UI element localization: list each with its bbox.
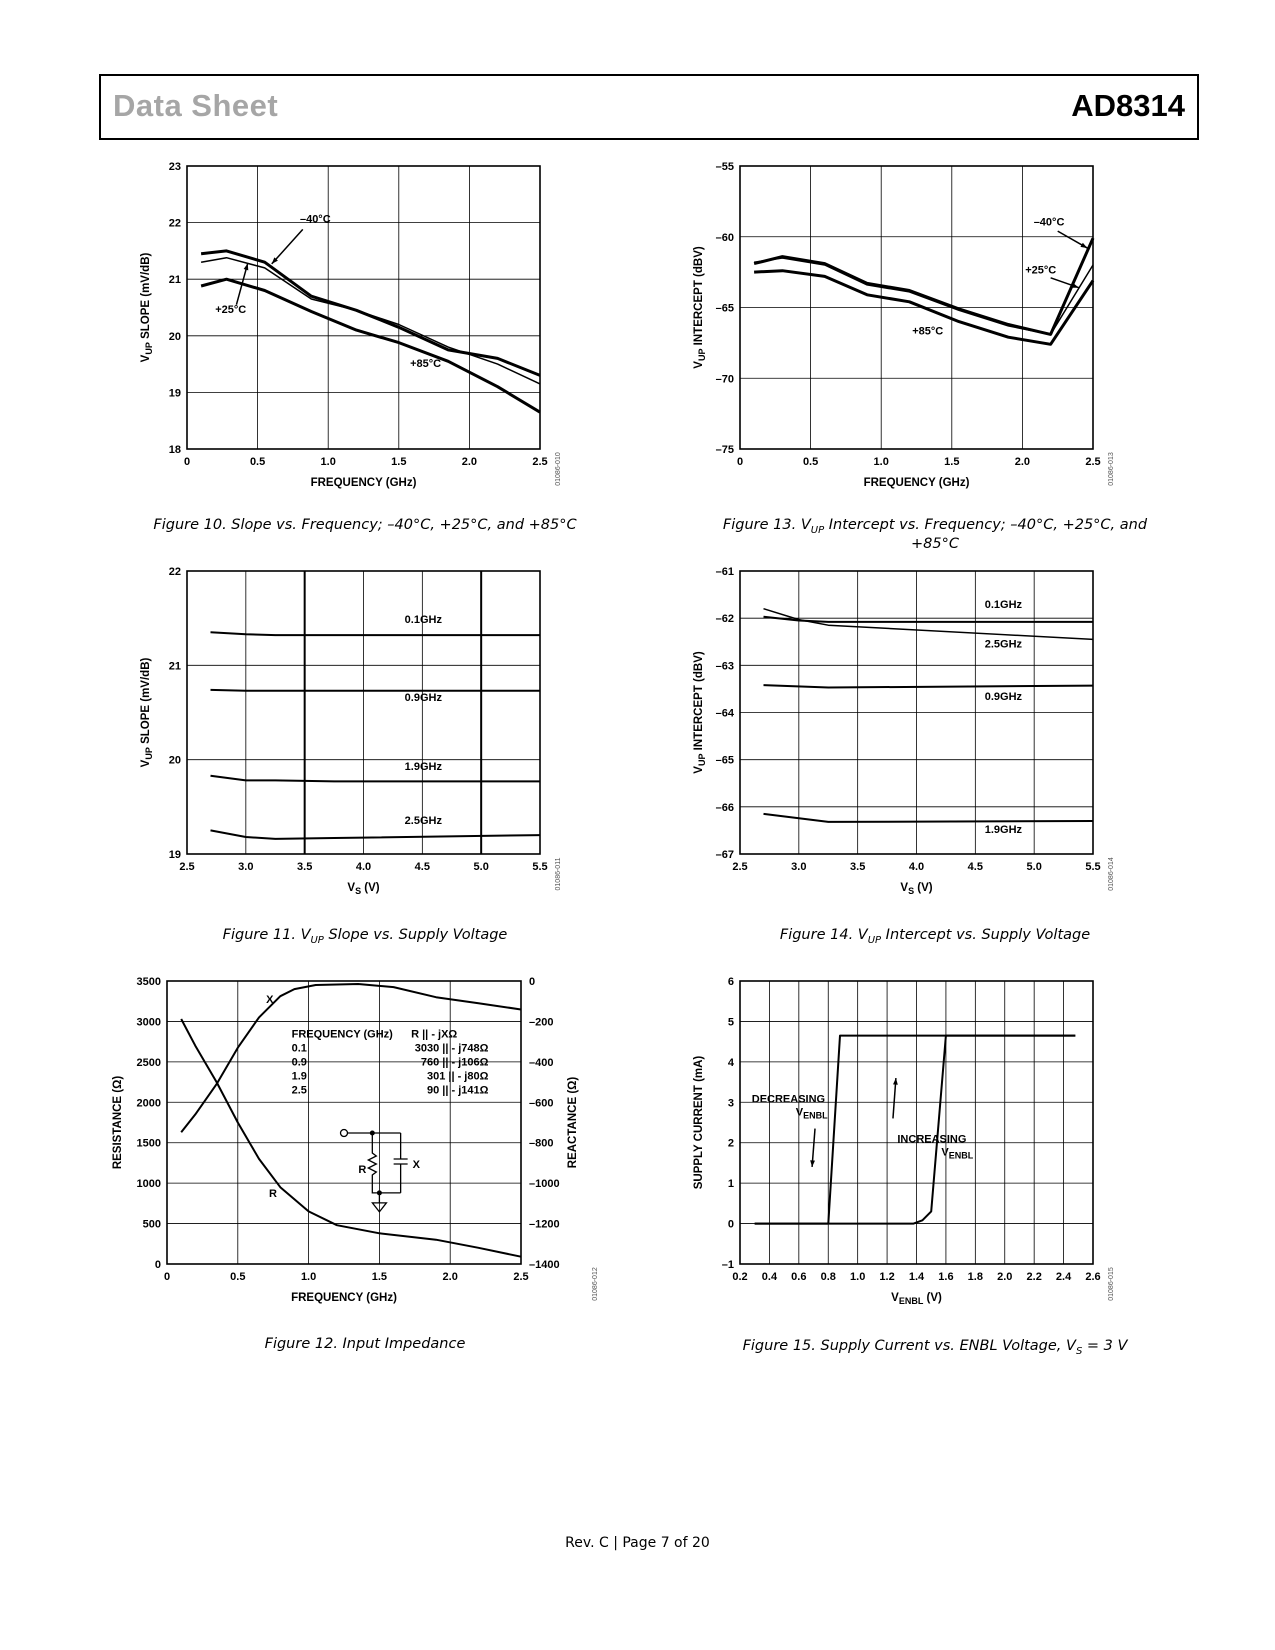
- caption-fig14-rest: Intercept vs. Supply Voltage: [881, 927, 1091, 943]
- fig15-annotation: DECREASING $V_{ENBL}$: [751, 1093, 828, 1121]
- legend-table-impedance: 90 || - j141Ω: [426, 1084, 489, 1097]
- caption-fig11-rest: Slope vs. Supply Voltage: [323, 927, 508, 943]
- fig10-annotation: +85°C: [410, 357, 442, 370]
- fig15-xtick-label: 0.8: [820, 1271, 836, 1283]
- caption-fig15-rest: = 3 V: [1082, 1338, 1128, 1354]
- fig15-xtick-label: 2.4: [1055, 1271, 1072, 1283]
- fig13-ylabel: $V_{UP}$ INTERCEPT (dBV): [693, 246, 707, 369]
- fig13-xtick-label: 0: [736, 456, 744, 468]
- fig15-ytick-label: 3: [727, 1097, 734, 1110]
- fig13-xtick-label: 1.0: [873, 456, 889, 468]
- fig10-ylabel: $V_{UP}$ SLOPE (mV/dB): [140, 252, 154, 363]
- caption-fig11-prefix: Figure 11. V: [222, 927, 311, 943]
- fig12-ytick-right-label: –1200: [529, 1218, 560, 1231]
- caption-fig11: [130, 927, 600, 946]
- fig15-ylabel: SUPPLY CURRENT (mA): [693, 1055, 705, 1190]
- caption-fig15: [700, 1338, 1170, 1357]
- fig11-xtick-label: 3.0: [238, 861, 254, 873]
- fig15-series-line: [755, 1036, 1076, 1224]
- fig12-ytick-label: 3000: [136, 1016, 161, 1029]
- caption-fig13-prefix: Figure 13. V: [722, 517, 811, 533]
- fig11-ytick-label: 20: [168, 754, 181, 767]
- fig11-xtick-label: 5.0: [473, 861, 489, 873]
- fig13-ytick-label: –60: [715, 231, 734, 244]
- fig13-ytick-label: –65: [715, 302, 734, 315]
- caption-fig14-prefix: Figure 14. V: [779, 927, 868, 943]
- fig13-annotation: –40°C: [1033, 216, 1065, 229]
- chart-fig15-svg: [693, 975, 1170, 1330]
- fig10-annotation: –40°C: [299, 213, 331, 226]
- fig11-ytick-label: 22: [168, 566, 181, 578]
- fig15-xtick-label: 0.2: [732, 1271, 748, 1283]
- fig13-series-line: [754, 238, 1093, 334]
- fig12-ytick-right-label: –600: [529, 1097, 554, 1110]
- fig11-xtick-label: 3.5: [297, 861, 313, 873]
- fig11-annotation: 0.9GHz: [404, 692, 442, 705]
- fig12-ytick-label: 2000: [136, 1097, 161, 1110]
- fig15-xtick-label: 2.2: [1026, 1271, 1042, 1283]
- fig14-ytick-label: –65: [715, 754, 734, 767]
- fig12-ytick-label: 3500: [136, 976, 161, 988]
- fig13-ytick-label: –70: [715, 373, 734, 386]
- chart-fig11-svg: [130, 565, 600, 920]
- fig15-ytick-label: 1: [727, 1178, 734, 1191]
- fig12-ytick-right-label: –1400: [529, 1259, 560, 1271]
- chart-fig12: [105, 975, 625, 1330]
- fig12-xtick-label: 0: [163, 1271, 171, 1283]
- chart-fig13: [693, 160, 1170, 510]
- fig12-ytick-right-label: 0: [529, 976, 536, 988]
- fig13-ytick-label: –75: [715, 444, 734, 456]
- fig10-xtick-label: 2.5: [532, 456, 548, 468]
- fig10-xtick-label: 1.5: [391, 456, 407, 468]
- legend-table-header-freq: FREQUENCY (GHz): [291, 1028, 393, 1041]
- fig13-annotation: +25°C: [1025, 264, 1057, 277]
- schematic-resistor: [368, 1133, 400, 1193]
- fig15-code: 01086-015: [1108, 1267, 1115, 1301]
- fig15-xtick-label: 1.6: [938, 1271, 954, 1283]
- caption-fig14: [700, 927, 1170, 946]
- fig10-code: 01086-010: [555, 452, 562, 486]
- schematic-capacitor: [394, 1133, 408, 1193]
- fig11-xtick-label: 4.0: [355, 861, 372, 873]
- fig14-series-line: [764, 814, 1094, 822]
- caption-fig12: [105, 1336, 625, 1352]
- caption-fig12-text: Figure 12. Input Impedance: [264, 1336, 466, 1352]
- fig12-annotation: R: [268, 1187, 277, 1200]
- fig14-ytick-label: –63: [715, 660, 734, 673]
- fig12-ytick-label: 1000: [136, 1178, 161, 1191]
- fig15-annotation: INCREASING $V_{ENBL}$: [897, 1133, 974, 1161]
- fig10-ytick-label: 20: [168, 330, 181, 343]
- schematic-r-label: R: [358, 1164, 367, 1177]
- chart-fig14: [693, 565, 1170, 920]
- fig11-series-line: [211, 776, 541, 782]
- fig13-annotation: +85°C: [912, 325, 944, 338]
- fig12-ylabel-right: REACTANCE (Ω): [567, 1076, 579, 1169]
- fig13-ytick-label: –55: [715, 161, 734, 173]
- fig12-ytick-right-label: –1000: [529, 1178, 560, 1191]
- fig11-xtick-label: 5.5: [532, 861, 548, 873]
- schematic-x-label: X: [412, 1159, 420, 1172]
- fig11-code: 01086-011: [555, 857, 562, 891]
- fig14-annotation: 0.9GHz: [984, 690, 1023, 703]
- fig14-annotation: 2.5GHz: [984, 638, 1023, 651]
- fig15-ytick-label: 6: [727, 976, 734, 988]
- fig14-xlabel: $V_S$ (V): [900, 882, 933, 896]
- fig14-ylabel: $V_{UP}$ INTERCEPT (dBV): [693, 651, 707, 774]
- fig14-annotation: 1.9GHz: [984, 823, 1023, 836]
- chart-fig11: [130, 565, 600, 920]
- fig14-xtick-label: 4.5: [967, 861, 983, 873]
- legend-table-impedance: 301 || - j80Ω: [426, 1070, 489, 1083]
- caption-fig10-text: Figure 10. Slope vs. Frequency; –40°C, +25°C, and +85°C: [153, 517, 577, 533]
- fig11-annotation: 1.9GHz: [404, 761, 442, 774]
- fig12-annotation: X: [266, 993, 274, 1006]
- legend-table-impedance: 3030 || - j748Ω: [414, 1042, 489, 1055]
- fig11-series-line: [211, 690, 541, 691]
- fig12-xtick-label: 2.0: [442, 1271, 458, 1283]
- fig12-ytick-right-label: –200: [529, 1016, 554, 1029]
- fig15-ytick-label: 5: [727, 1016, 734, 1029]
- fig10-ytick-label: 22: [168, 217, 181, 230]
- fig15-xtick-label: 1.8: [967, 1271, 983, 1283]
- fig13-xtick-label: 2.0: [1014, 456, 1031, 468]
- fig13-pointer-head: [1080, 243, 1087, 248]
- fig10-xtick-label: 0.5: [249, 456, 266, 468]
- fig12-xtick-label: 1.0: [300, 1271, 317, 1283]
- chart-fig10: [130, 160, 600, 510]
- fig15-xtick-label: 0.6: [791, 1271, 807, 1283]
- fig12-ytick-label: 1500: [136, 1137, 161, 1150]
- fig15-ytick-label: –1: [721, 1259, 734, 1271]
- legend-table-freq: 0.9: [291, 1056, 307, 1069]
- fig13-xtick-label: 2.5: [1085, 456, 1101, 468]
- fig11-annotation: 0.1GHz: [404, 613, 442, 626]
- fig10-xtick-label: 0: [183, 456, 191, 468]
- fig15-xtick-label: 1.0: [850, 1271, 866, 1283]
- fig10-xlabel: FREQUENCY (GHz): [310, 477, 417, 489]
- fig14-xtick-label: 4.0: [908, 861, 925, 873]
- fig10-series-line: [201, 251, 540, 376]
- legend-table-impedance: 760 || - j106Ω: [420, 1056, 489, 1069]
- fig10-xtick-label: 2.0: [461, 456, 478, 468]
- fig14-ytick-label: –66: [715, 801, 734, 814]
- fig14-xtick-label: 3.0: [791, 861, 807, 873]
- fig13-code: 01086-013: [1108, 452, 1115, 486]
- fig15-xtick-label: 1.4: [908, 1271, 925, 1283]
- fig11-xlabel: $V_S$ (V): [347, 882, 380, 896]
- fig12-ytick-label: 2500: [136, 1056, 161, 1069]
- fig12-xlabel: FREQUENCY (GHz): [291, 1292, 397, 1304]
- caption-fig11-sub: UP: [310, 934, 324, 946]
- fig14-xtick-label: 5.5: [1085, 861, 1101, 873]
- fig10-series-line: [201, 258, 540, 384]
- fig12-ylabel-left: RESISTANCE (Ω): [112, 1075, 124, 1170]
- fig14-ytick-label: –67: [715, 849, 734, 861]
- fig12-xtick-label: 2.5: [513, 1271, 529, 1283]
- fig14-code: 01086-014: [1108, 857, 1115, 891]
- legend-table-freq: 2.5: [291, 1084, 307, 1097]
- fig12-ytick-label: 0: [154, 1259, 161, 1271]
- fig14-xtick-label: 3.5: [850, 861, 866, 873]
- fig12-plot-frame: [167, 981, 521, 1264]
- page-footer: Rev. C | Page 7 of 20: [565, 1535, 710, 1551]
- fig12-ytick-right-label: –800: [529, 1137, 554, 1150]
- caption-fig13: [700, 517, 1170, 552]
- fig11-ytick-label: 19: [168, 849, 181, 861]
- fig10-ytick-label: 21: [168, 274, 181, 287]
- fig13-xlabel: FREQUENCY (GHz): [863, 477, 970, 489]
- fig13-xtick-label: 1.5: [944, 456, 960, 468]
- fig10-annotation: +25°C: [215, 304, 247, 317]
- fig11-xtick-label: 4.5: [414, 861, 430, 873]
- fig11-ytick-label: 21: [168, 660, 181, 673]
- fig10-ytick-label: 18: [168, 444, 181, 456]
- fig10-pointer-line: [272, 229, 303, 264]
- fig12-series-line: [181, 1019, 521, 1257]
- fig14-annotation: 0.1GHz: [984, 598, 1023, 611]
- fig14-ytick-label: –64: [715, 707, 734, 720]
- fig15-ytick-label: 2: [727, 1137, 734, 1150]
- fig12-ytick-label: 500: [142, 1218, 161, 1231]
- fig14-series-line: [764, 617, 1094, 622]
- caption-fig14-sub: UP: [867, 934, 882, 946]
- chart-fig13-svg: [693, 160, 1170, 510]
- fig14-xtick-label: 5.0: [1026, 861, 1042, 873]
- legend-table-freq: 0.1: [291, 1042, 307, 1055]
- fig14-series-line: [764, 609, 1094, 640]
- chart-fig14-svg: [693, 565, 1170, 920]
- caption-fig10: [130, 517, 600, 533]
- caption-fig13-sub: UP: [810, 524, 825, 536]
- fig11-annotation: 2.5GHz: [404, 814, 442, 827]
- page-header: [99, 74, 1199, 140]
- legend-table-freq: 1.9: [291, 1070, 307, 1083]
- fig12-ytick-right-label: –400: [529, 1056, 554, 1069]
- caption-fig13-rest: Intercept vs. Frequency; –40°C, +25°C, and +85°C: [824, 517, 1148, 552]
- chart-fig10-svg: [130, 160, 600, 510]
- chart-fig12-svg: [105, 975, 625, 1330]
- fig14-xtick-label: 2.5: [732, 861, 748, 873]
- fig11-series-line: [211, 632, 541, 635]
- schematic-input-terminal: [341, 1130, 348, 1137]
- fig15-series-line: [755, 1036, 1076, 1224]
- fig11-xtick-label: 2.5: [179, 861, 195, 873]
- fig12-code: 01086-012: [592, 1267, 599, 1301]
- fig14-series-line: [764, 685, 1094, 687]
- part-number: AD8314: [1071, 88, 1185, 123]
- chart-fig15: [693, 975, 1170, 1330]
- fig12-xtick-label: 1.5: [371, 1271, 388, 1283]
- fig15-xtick-label: 2.6: [1085, 1271, 1101, 1283]
- fig14-ytick-label: –62: [715, 613, 734, 626]
- caption-fig15-prefix: Figure 15. Supply Current vs. ENBL Voltage, V: [742, 1338, 1076, 1354]
- fig10-pointer-head: [244, 263, 249, 270]
- fig10-xtick-label: 1.0: [320, 456, 336, 468]
- fig11-series-line: [211, 830, 541, 839]
- fig14-ytick-label: –61: [715, 566, 734, 578]
- fig10-ytick-label: 23: [168, 161, 181, 173]
- doc-type-label: Data Sheet: [113, 88, 279, 123]
- fig15-xtick-label: 1.2: [879, 1271, 895, 1283]
- fig10-ytick-label: 19: [168, 387, 181, 400]
- fig15-ytick-label: 4: [727, 1056, 734, 1069]
- fig15-xlabel: $V_{ENBL}$ (V): [891, 1292, 942, 1306]
- fig15-ytick-label: 0: [727, 1218, 734, 1231]
- fig12-xtick-label: 0.5: [230, 1271, 246, 1283]
- fig15-xtick-label: 2.0: [997, 1271, 1013, 1283]
- caption-fig15-sub: S: [1075, 1345, 1083, 1357]
- fig11-ylabel: $V_{UP}$ SLOPE (mV/dB): [140, 657, 154, 768]
- legend-table-header-impedance: R || - jXΩ: [411, 1028, 458, 1041]
- fig13-xtick-label: 0.5: [802, 456, 819, 468]
- fig15-xtick-label: 0.4: [761, 1271, 778, 1283]
